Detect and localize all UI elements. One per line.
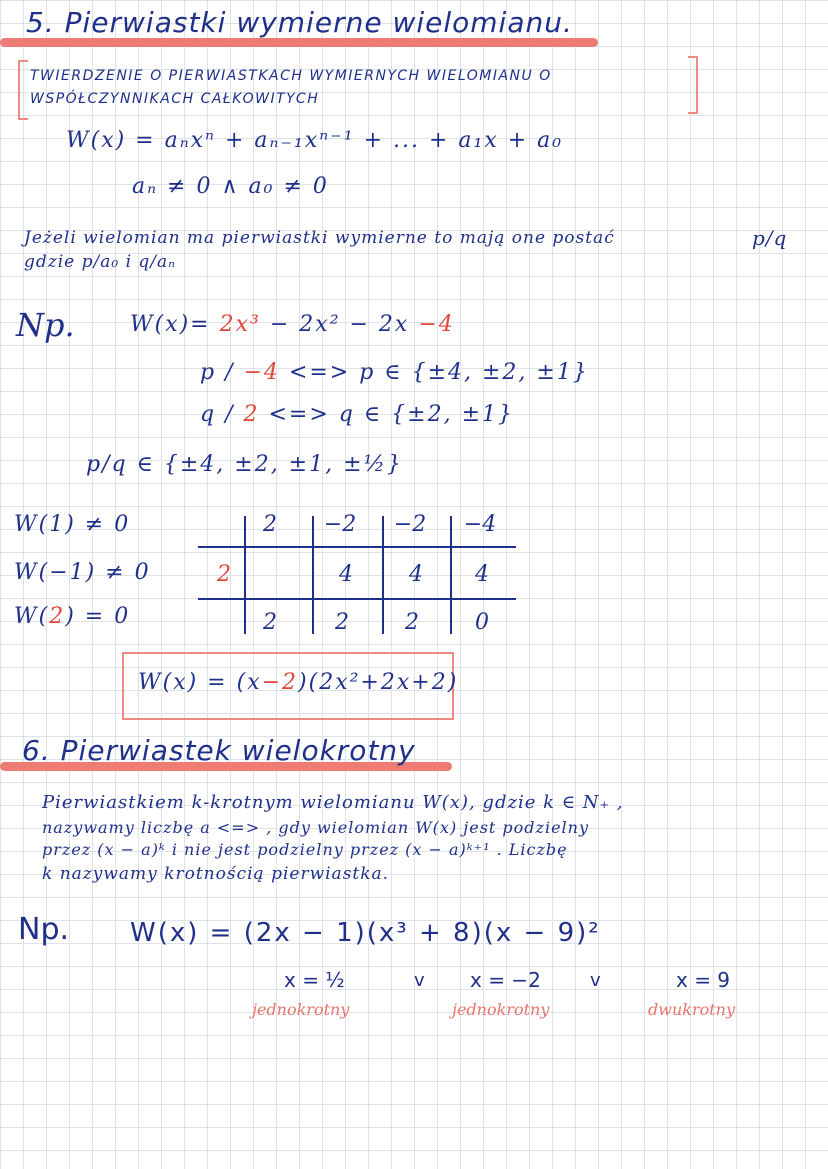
p-divides-set: <=> p ∈ {±4, ±2, ±1} [288,360,589,385]
or-symbol-2: v [590,970,601,991]
horner-divider-3 [382,516,384,634]
root-check-2-text: W(−1) ≠ 0 [14,560,151,585]
factored-rest: )(2x²+2x+2) [298,670,459,695]
multiplicity-label-2: jednokrotny [452,1000,550,1019]
p-divides-value: −4 [243,360,280,385]
horner-root: 2 [217,562,231,587]
horner-result: 2 [405,610,419,635]
factored-form [138,670,458,695]
horner-divider-1 [244,516,246,634]
multiplicity-label-1: jednokrotny [252,1000,350,1019]
root-check-3 [14,604,130,629]
example-constant-term: −4 [418,312,455,337]
title-underline-5 [0,38,598,47]
q-divides-set: <=> q ∈ {±2, ±1} [268,402,514,427]
statement-p-over-q: p/q [752,226,788,250]
p-divisors [200,360,589,385]
leading-coefficient-conditions: aₙ ≠ 0 ∧ a₀ ≠ 0 [132,174,329,199]
multiplicity-label-3: dwukrotny [648,1000,735,1019]
theorem-title-line2: WSPÓŁCZYNNIKACH CAŁKOWITYCH [30,91,320,107]
candidate-roots-set: p/q ∈ {±4, ±2, ±1, ±½} [86,452,403,477]
horner-coef: −4 [463,512,497,537]
q-divisors [200,402,514,427]
root-check-3-pre: W( [14,604,50,629]
example-6-label: Np. [18,912,70,947]
root-value-1: x = ½ [284,968,345,992]
divisibility-condition: gdzie p/a₀ i q/aₙ [24,252,177,272]
horner-divider-4 [450,516,452,634]
root-check-1 [14,512,130,537]
horner-result: 0 [475,610,489,635]
section-6-title: 6. Pierwiastek wielokrotny [22,734,416,767]
root-check-3-post: ) = 0 [65,604,131,629]
horner-result: 2 [263,610,277,635]
q-divides-value: 2 [243,402,260,427]
factored-prefix: W(x) = (x [138,670,262,695]
example-leading-term: 2x³ [219,312,261,337]
root-check-3-value: 2 [49,604,66,629]
theorem-title-line1: TWIERDZENIE O PIERWIASTKACH WYMIERNYCH WIELOMIANU O [30,68,552,84]
theorem-bracket-left [18,60,28,120]
theorem-bracket-right [688,56,698,114]
example-6-formula: W(x) = (2x − 1)(x³ + 8)(x − 9)² [130,918,601,948]
horner-coef: −2 [323,512,357,537]
example-middle-terms: − 2x² − 2x [269,312,419,337]
horner-coef: 2 [263,512,277,537]
horner-result: 2 [335,610,349,635]
q-divides-prefix: q / [200,402,235,427]
or-symbol-1: v [414,970,425,991]
factored-root: −2 [261,670,299,695]
polynomial-formula: W(x) = aₙxⁿ + aₙ₋₁xⁿ⁻¹ + ... + a₁x + a₀ [66,128,564,153]
example-polynomial [130,312,455,337]
rational-roots-statement: Jeżeli wielomian ma pierwiastki wymierne to mają one postać [24,228,615,248]
horner-coef: −2 [393,512,427,537]
horner-divider-2 [312,516,314,634]
definition-line-2: nazywamy liczbę a <=> , gdy wielomian W(x) jest podzielny [42,818,590,837]
p-divides-prefix: p / [200,360,235,385]
definition-line-4: k nazywamy krotnością pierwiastka. [42,864,390,884]
root-value-3: x = 9 [676,968,731,992]
horner-middle: 4 [339,562,353,587]
example-w-prefix: W(x)= [130,312,211,337]
root-value-2: x = −2 [470,968,541,992]
root-check-2 [14,560,151,585]
example-label: Np. [16,306,75,344]
definition-line-3: przez (x − a)ᵏ i nie jest podzielny przez (x − a)ᵏ⁺¹ . Liczbę [42,840,568,859]
horner-middle: 4 [475,562,489,587]
horner-middle: 4 [409,562,423,587]
root-check-1-text: W(1) ≠ 0 [14,512,131,537]
section-5-title: 5. Pierwiastki wymierne wielomianu. [26,6,573,39]
definition-line-1: Pierwiastkiem k-krotnym wielomianu W(x), gdzie k ∈ N₊ , [42,792,624,813]
